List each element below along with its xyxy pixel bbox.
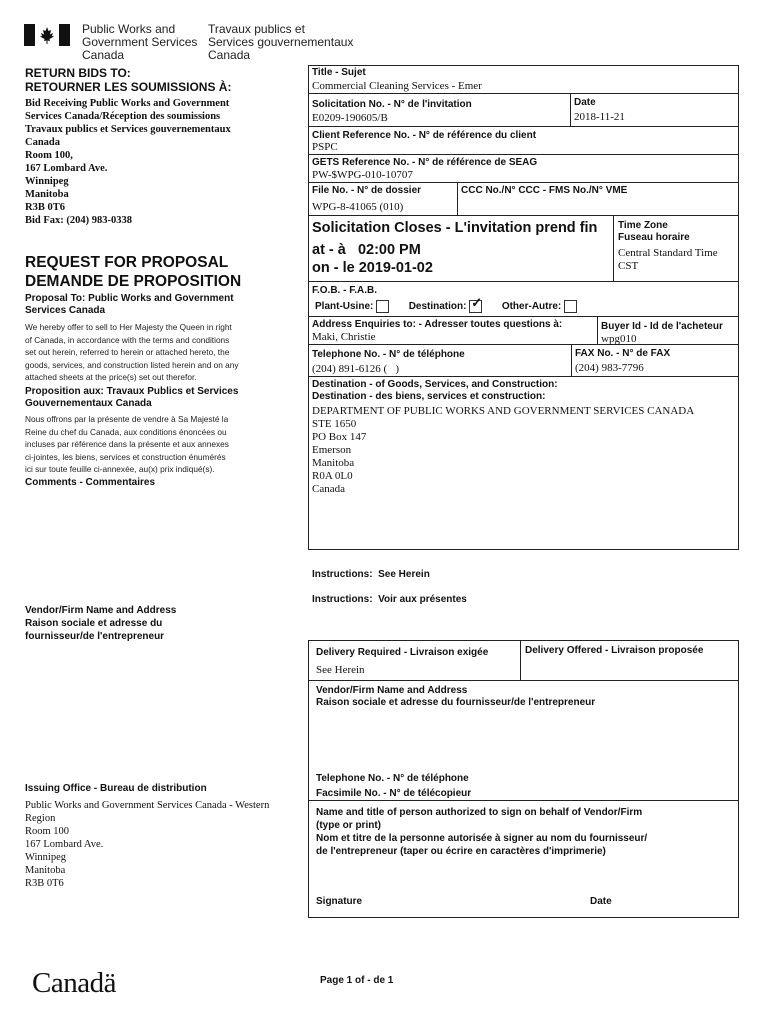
file-value: WPG-8-41065 (010) [312,201,404,213]
text-line: Reine du chef du Canada, aux conditions énoncées ou [25,426,227,437]
time-zone-label [618,220,690,244]
return-bids-title-en: RETURN BIDS TO: [25,66,131,80]
label-line: Nom et titre de la personne autorisée à signer au nom du fournisseur/ [316,833,648,844]
heading-line: Proposal To: Public Works and Government [25,293,234,304]
dept-en-line: Government Services [82,35,198,49]
canada-flag-logo [24,24,70,46]
time-zone-value [618,247,718,273]
divider [738,640,739,917]
gets-label: GETS Reference No. - N° de référence de SEAG [312,157,538,168]
closing-time: 02:00 PM [357,242,421,258]
address-line: R3B 0T6 [25,878,64,889]
divider [308,640,309,917]
rule [308,680,739,681]
label-line: Raison sociale et adresse du [25,618,163,629]
divider [571,344,572,376]
signature-date-label: Date [590,896,612,907]
fax-label: FAX No. - N° de FAX [575,348,671,359]
text-line: ci-jointes, les biens, services et construction énumérés [25,451,226,462]
text-line: attached sheets at the price(s) set out therefor. [25,372,197,382]
label-line: Name and title of person authorized to sign on behalf of Vendor/Firm [316,807,643,818]
rfp-title-en: REQUEST FOR PROPOSAL [25,254,229,271]
proposition-heading [25,386,238,410]
divider [597,316,598,344]
address-line: Room 100 [25,826,70,837]
address-line: Winnipeg [25,176,69,187]
ccc-label: CCC No./N° CCC - FMS No./N° VME [461,185,628,196]
address-line: Emerson [312,444,352,456]
on-label: on - le [312,260,355,276]
closing-date-row [312,259,433,277]
rule [308,640,739,641]
text-line: We hereby offer to sell to Her Majesty the Queen in right [25,322,232,332]
canada-wordmark: Canadä [32,967,116,999]
label-line: fournisseur/de l'entrepreneur [25,631,165,642]
proposition-text [25,413,229,476]
address-line: Manitoba [25,189,69,200]
text-line: of Canada, in accordance with the terms and conditions [25,334,230,345]
proposal-to-heading [25,293,234,317]
authorized-person-label [316,806,647,858]
title-value: Commercial Cleaning Services - Emer [312,80,482,92]
department-name-fr [208,23,353,62]
address-line: Services Canada/Réception des soumissions [25,111,221,122]
return-bids-title [25,66,231,94]
address-line: Canada [25,137,61,148]
plant-checkbox[interactable] [376,300,389,313]
divider [520,640,521,680]
dept-fr-line: Travaux publics et [208,22,305,36]
dept-en-line: Public Works and [82,22,176,36]
address-line: Region [25,813,56,824]
phone-value: (204) 891-6126 ( ) [312,363,400,375]
destination-label: Destination: [408,301,467,313]
proposal-to-text [25,321,239,384]
client-ref-value: PSPC [312,141,338,153]
tz-value-line: CST [618,260,639,272]
delivery-required-value: See Herein [316,664,365,676]
address-enquiries-value: Maki, Christie [312,331,376,343]
buyer-id-value: wpg010 [601,333,637,345]
address-line: Manitoba [25,865,66,876]
date-value: 2018-11-21 [574,111,625,123]
gets-value: PW-$WPG-010-10707 [312,169,413,181]
label-line: Vendor/Firm Name and Address [25,605,177,616]
text-line: goods, services, and construction listed herein and on any [25,359,239,370]
signature-label: Signature [316,896,363,907]
label-line: Destination - of Goods, Services, and Construction: [312,379,558,390]
tz-label-line: Fuseau horaire [618,232,690,243]
address-line: 167 Lombard Ave. [25,839,104,850]
plant-label: Plant-Usine: [315,301,374,313]
address-line: Bid Receiving Public Works and Government [25,98,230,109]
text-line: ici sur toute feuille ci-annexée, au(x) prix indiqué(s). [25,464,215,474]
other-label: Other-Autre: [501,301,562,313]
label-line: de l'entrepreneur (taper ou écrire en caractères d'imprimerie) [316,846,606,857]
text-line: Nous offrons par la présente de vendre à Sa Majesté la [25,414,229,424]
issuing-office-label: Issuing Office - Bureau de distribution [25,783,207,794]
instructions-fr: Instructions: Voir aux présentes [312,594,467,605]
file-label: File No. - N° de dossier [312,185,422,196]
check-mark-icon: ✓ [471,295,483,310]
return-bids-title-fr: RETOURNER LES SOUMISSIONS À: [25,80,232,94]
rule [308,917,739,918]
label-line: (type or print) [316,820,381,831]
closing-date: 2019-01-02 [358,260,433,276]
address-line: 167 Lombard Ave. [25,163,108,174]
phone-label: Telephone No. - N° de téléphone [312,349,465,360]
tz-value-line: Central Standard Time [618,247,718,259]
fax-value: (204) 983-7796 [575,362,644,374]
address-line: Room 100, [25,150,73,161]
address-line: STE 1650 [312,418,357,430]
text-line: set out herein, referred to herein or attached hereto, the [25,347,230,357]
vendor-firm-label-left [25,604,176,643]
rule [308,215,739,216]
address-line: Winnipeg [25,852,66,863]
dept-en-line: Canada [82,48,125,62]
rfp-title-fr: DEMANDE DE PROPOSITION [25,273,242,290]
rule [308,154,739,155]
contact-labels [316,771,471,801]
dept-fr-line: Canada [208,48,251,62]
destination-goods-label [312,379,558,403]
closing-time-row [312,241,421,259]
vendor-firm-label-right [316,685,595,709]
rule [308,182,739,183]
rule [308,344,739,345]
date-label: Date [574,97,596,108]
divider [613,215,614,281]
delivery-offered-label: Delivery Offered - Livraison proposée [525,645,704,656]
rule [308,281,739,282]
rule [308,126,739,127]
delivery-required-label: Delivery Required - Livraison exigée [316,647,489,658]
dept-fr-line: Services gouvernementaux [208,35,354,49]
address-line: Canada [312,483,345,495]
instructions-en: Instructions: See Herein [312,569,430,580]
other-checkbox[interactable] [564,300,577,313]
telephone-label: Telephone No. - N° de téléphone [316,773,469,784]
address-line: R0A 0L0 [312,470,353,482]
address-line: Manitoba [312,457,355,469]
tz-label-line: Time Zone [618,220,668,231]
at-label: at - à [312,242,346,258]
label-line: Vendor/Firm Name and Address [316,685,468,696]
heading-line: Gouvernementaux Canada [25,398,152,409]
label-line: Destination - des biens, services et construction: [312,391,546,402]
rfp-title [25,253,241,291]
page-number: Page 1 of - de 1 [320,975,394,986]
address-line: Travaux publics et Services gouvernementaux [25,124,231,135]
destination-checkbox[interactable] [469,295,483,313]
fob-options [315,295,577,313]
closes-label: Solicitation Closes - L'invitation prend fin [312,220,598,236]
address-line: Public Works and Government Services Canada - Western [25,800,270,811]
heading-line: Services Canada [25,305,106,316]
text-line: incluses par référence dans la présente et aux annexes [25,439,229,449]
fob-label: F.O.B. - F.A.B. [312,285,377,296]
address-line: R3B 0T6 [25,202,65,213]
title-label: Title - Sujet [312,67,366,78]
facsimile-label: Facsimile No. - N° de télécopieur [316,788,472,799]
label-line: Raison sociale et adresse du fournisseur/de l'entrepreneur [316,697,596,708]
divider [570,93,571,126]
solicitation-label: Solicitation No. - N° de l'invitation [312,99,472,110]
client-ref-label: Client Reference No. - N° de référence du client [312,130,537,141]
rule [308,93,739,94]
department-name-en [82,23,197,62]
issuing-office-address [25,799,269,890]
comments-label: Comments - Commentaires [25,477,156,488]
bid-fax-line: Bid Fax: (204) 983-0338 [25,215,133,226]
divider [457,182,458,215]
destination-goods-address [312,405,694,496]
rule [308,316,739,317]
solicitation-value: E0209-190605/B [312,112,388,124]
heading-line: Proposition aux: Travaux Publics et Services [25,386,239,397]
rule [308,376,739,377]
address-line: DEPARTMENT OF PUBLIC WORKS AND GOVERNMENT SERVICES CANADA [312,405,695,417]
buyer-id-label: Buyer Id - Id de l'acheteur [601,321,723,332]
return-bids-address [25,97,231,227]
address-enquiries-label: Address Enquiries to: - Adresser toutes questions à: [312,319,563,330]
address-line: PO Box 147 [312,431,367,443]
